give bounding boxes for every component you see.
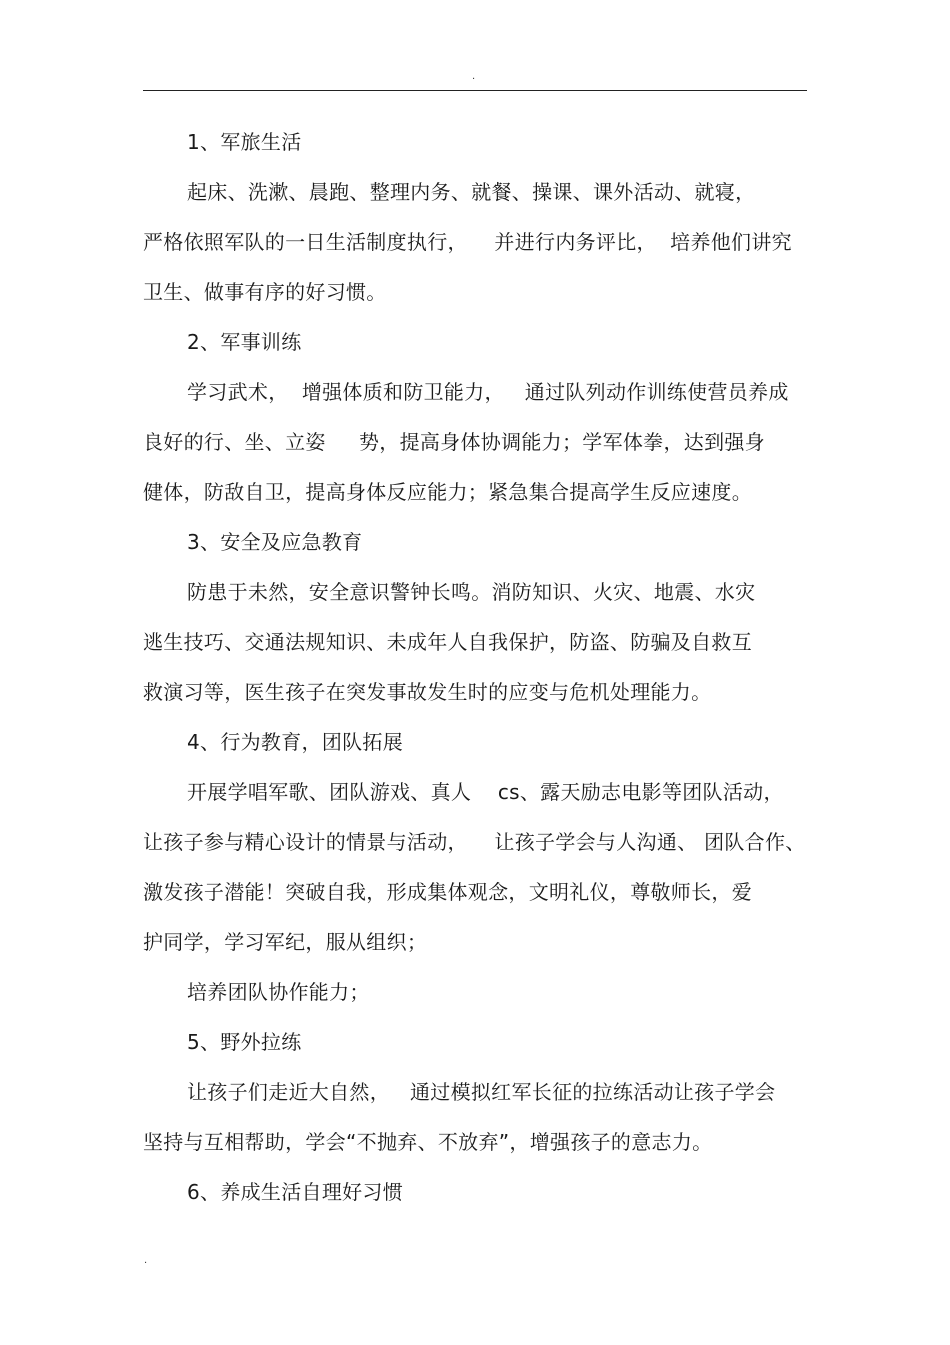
heading-military-training: 2、军事训练 (187, 330, 302, 354)
heading-field-march: 5、野外拉练 (187, 1030, 302, 1054)
paragraph-line: 防患于未然，安全意识警钟长鸣。消防知识、火灾、地震、水灾 (187, 580, 756, 604)
paragraph-line: 卫生、做事有序的好习惯。 (143, 280, 387, 304)
paragraph-line: 开展学唱军歌、团队游戏、真人 cs、露天励志电影等团队活动， (187, 780, 784, 804)
header-dot: . (472, 71, 476, 82)
paragraph-line: 坚持与互相帮助，学会“不抛弃、不放弃”，增强孩子的意志力。 (143, 1130, 713, 1154)
paragraph-line: 护同学，学习军纪，服从组织； (143, 930, 428, 954)
paragraph-line: 起床、洗漱、晨跑、整理内务、就餐、操课、课外活动、就寝， (187, 180, 756, 204)
paragraph-line: 良好的行、坐、立姿 势，提高身体协调能力；学军体拳，达到强身 (143, 430, 765, 454)
paragraph-line: 让孩子参与精心设计的情景与活动， 让孩子学会与人沟通、 团队合作、 (143, 830, 806, 854)
heading-military-life: 1、军旅生活 (187, 130, 302, 154)
paragraph-line: 严格依照军队的一日生活制度执行， 并进行内务评比， 培养他们讲究 (143, 230, 792, 254)
paragraph-line: 培养团队协作能力； (187, 980, 370, 1004)
heading-safety-education: 3、安全及应急教育 (187, 530, 363, 554)
heading-behavior-education: 4、行为教育，团队拓展 (187, 730, 404, 754)
header-rule (143, 90, 807, 91)
paragraph-line: 激发孩子潜能！突破自我，形成集体观念，文明礼仪，尊敬师长，爱 (143, 880, 752, 904)
paragraph-line: 救演习等，医生孩子在突发事故发生时的应变与危机处理能力。 (143, 680, 712, 704)
paragraph-line: 学习武术， 增强体质和防卫能力， 通过队列动作训练使营员养成 (187, 380, 789, 404)
paragraph-line: 健体，防敌自卫，提高身体反应能力；紧急集合提高学生反应速度。 (143, 480, 752, 504)
paragraph-line: 逃生技巧、交通法规知识、未成年人自我保护，防盗、防骗及自救互 (143, 630, 752, 654)
paragraph-line: 让孩子们走近大自然， 通过模拟红军长征的拉练活动让孩子学会 (187, 1080, 776, 1104)
heading-self-care-habits: 6、养成生活自理好习惯 (187, 1180, 404, 1204)
footer-dot: . (144, 1255, 148, 1266)
